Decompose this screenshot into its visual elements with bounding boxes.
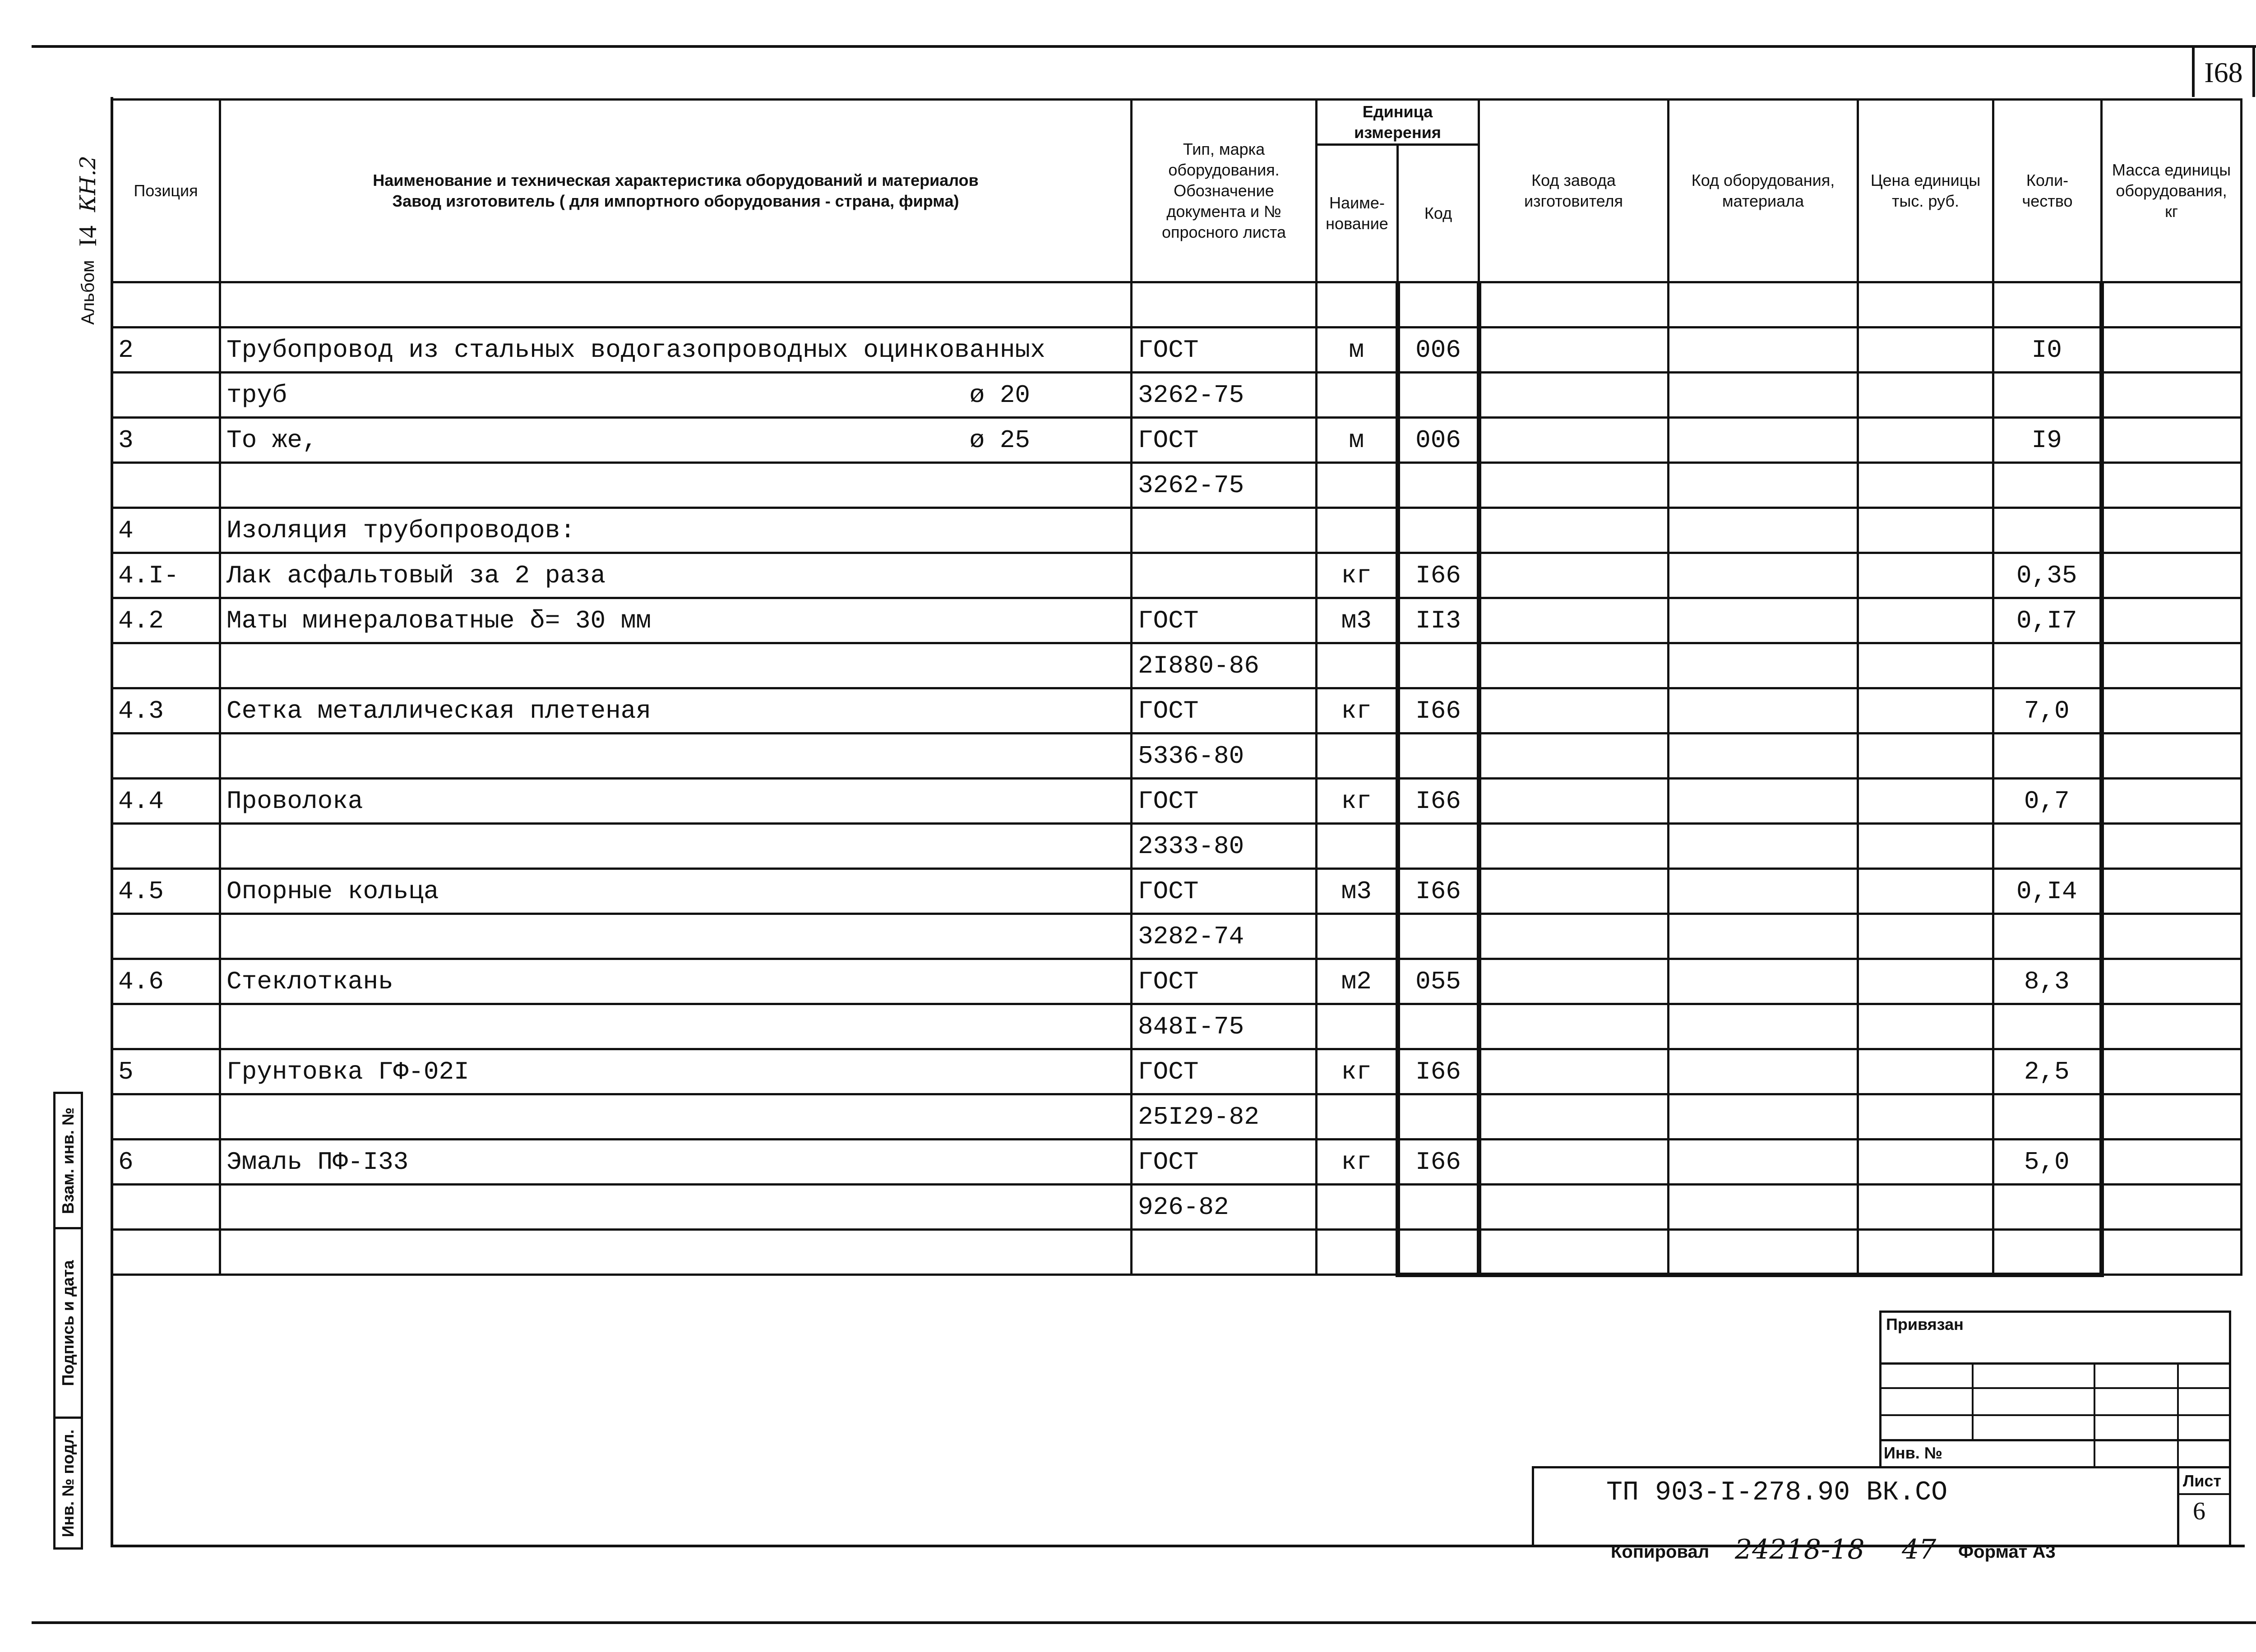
item-name: труб (227, 380, 287, 410)
side-replace-inv: Взам. инв. № (55, 1094, 81, 1229)
cell-unit (1317, 508, 1398, 553)
cell-equipment-code (1669, 1094, 1858, 1140)
cell-equipment-code (1669, 1185, 1858, 1230)
cell-price (1858, 1230, 1993, 1275)
cell-mass (2102, 1004, 2242, 1049)
album-word: Альбом (78, 260, 98, 325)
cell-position (112, 1094, 220, 1140)
cell-name (220, 553, 1132, 598)
cell-quantity: 0,I7 (1993, 598, 2102, 643)
cell-code (1398, 643, 1479, 688)
cell-unit (1317, 373, 1398, 418)
cell-type: ГОСТ (1132, 328, 1317, 373)
cell-unit: м (1317, 418, 1398, 463)
grid-vline-3 (2177, 1362, 2179, 1468)
cell-position (112, 463, 220, 508)
cell-equipment-code (1669, 959, 1858, 1004)
cell-code: I66 (1398, 553, 1479, 598)
cell-name (220, 1049, 1132, 1094)
cell-quantity (1993, 463, 2102, 508)
sheet-cell-divider (2177, 1493, 2231, 1495)
table-row (112, 869, 2242, 914)
cell-unit (1317, 914, 1398, 959)
cell-mass (2102, 734, 2242, 779)
cell-type (1132, 282, 1317, 328)
cell-type: 848I-75 (1132, 1004, 1317, 1049)
cell-quantity: I0 (1993, 328, 2102, 373)
cell-quantity: 0,35 (1993, 553, 2102, 598)
cell-position (112, 1004, 220, 1049)
cell-mass (2102, 688, 2242, 734)
cell-position: 4.5 (112, 869, 220, 914)
cell-type: 3262-75 (1132, 463, 1317, 508)
copy-suffix: 47 (1902, 1534, 1937, 1565)
cell-mass (2102, 824, 2242, 869)
cell-price (1858, 418, 1993, 463)
cell-factory-code (1479, 282, 1669, 328)
cell-type (1132, 553, 1317, 598)
cell-unit (1317, 1004, 1398, 1049)
cell-mass (2102, 328, 2242, 373)
cell-type: ГОСТ (1132, 418, 1317, 463)
album-label (68, 90, 108, 325)
cell-type: 5336-80 (1132, 734, 1317, 779)
cell-factory-code (1479, 914, 1669, 959)
cell-unit: кг (1317, 688, 1398, 734)
cell-name (220, 734, 1132, 779)
table-row (112, 598, 2242, 643)
header-factory-code: Код завода изготовителя (1479, 100, 1669, 282)
cell-factory-code (1479, 824, 1669, 869)
table-row (112, 914, 2242, 959)
grid-vline-1 (1972, 1362, 1974, 1441)
cell-quantity: 5,0 (1993, 1140, 2102, 1185)
cell-price (1858, 282, 1993, 328)
cell-equipment-code (1669, 463, 1858, 508)
cell-price (1858, 688, 1993, 734)
cell-type: ГОСТ (1132, 959, 1317, 1004)
item-name: Маты минераловатные δ= 30 мм (227, 606, 651, 635)
header-unit-code: Код (1398, 145, 1479, 282)
cell-position: 6 (112, 1140, 220, 1185)
cell-quantity (1993, 643, 2102, 688)
table-row (112, 688, 2242, 734)
cell-factory-code (1479, 328, 1669, 373)
cell-mass (2102, 508, 2242, 553)
item-name: Проволока (227, 786, 363, 816)
cell-mass (2102, 1185, 2242, 1230)
header-name-line1: Наименование и техническая характеристика оборудований и материалов (373, 171, 979, 189)
table-row (112, 373, 2242, 418)
cell-position: 4.4 (112, 779, 220, 824)
header-position: Позиция (112, 100, 220, 282)
item-name: То же, (227, 425, 318, 455)
table-row (112, 1185, 2242, 1230)
cell-factory-code (1479, 1230, 1669, 1275)
table-row (112, 328, 2242, 373)
cell-unit (1317, 1230, 1398, 1275)
cell-quantity: I9 (1993, 418, 2102, 463)
cell-code: I66 (1398, 869, 1479, 914)
cell-unit: м (1317, 328, 1398, 373)
copied-label: Копировал (1611, 1542, 1710, 1562)
cell-equipment-code (1669, 824, 1858, 869)
header-mass: Масса единицы оборудования, кг (2102, 100, 2242, 282)
cell-type: 2333-80 (1132, 824, 1317, 869)
cell-mass (2102, 598, 2242, 643)
cell-factory-code (1479, 1049, 1669, 1094)
header-name (220, 100, 1132, 282)
item-name: Сетка металлическая плетеная (227, 696, 651, 725)
cell-type (1132, 1230, 1317, 1275)
cell-unit (1317, 1094, 1398, 1140)
table-row (112, 643, 2242, 688)
cell-name (220, 959, 1132, 1004)
cell-equipment-code (1669, 688, 1858, 734)
side-sign-date: Подпись и дата (55, 1229, 81, 1419)
cell-factory-code (1479, 734, 1669, 779)
cell-price (1858, 598, 1993, 643)
cell-price (1858, 1094, 1993, 1140)
cell-mass (2102, 914, 2242, 959)
cell-name (220, 282, 1132, 328)
cell-factory-code (1479, 598, 1669, 643)
cell-factory-code (1479, 688, 1669, 734)
cell-price (1858, 508, 1993, 553)
cell-position (112, 824, 220, 869)
cell-position (112, 1230, 220, 1275)
cell-name (220, 869, 1132, 914)
cell-mass (2102, 1094, 2242, 1140)
cell-factory-code (1479, 643, 1669, 688)
cell-mass (2102, 282, 2242, 328)
bound-label: Привязан (1886, 1315, 1964, 1334)
item-name: Грунтовка ГФ-02I (227, 1057, 469, 1086)
cell-name (220, 779, 1132, 824)
cell-position (112, 373, 220, 418)
item-name: Лак асфальтовый за 2 раза (227, 561, 606, 590)
diameter-value: ø 20 (969, 380, 1030, 410)
cell-name (220, 598, 1132, 643)
cell-name (220, 508, 1132, 553)
cell-factory-code (1479, 1094, 1669, 1140)
diameter-value: ø 25 (969, 425, 1030, 455)
cell-factory-code (1479, 373, 1669, 418)
cell-price (1858, 1004, 1993, 1049)
cell-factory-code (1479, 508, 1669, 553)
cell-type: 25I29-82 (1132, 1094, 1317, 1140)
table-row (112, 734, 2242, 779)
table-row (112, 824, 2242, 869)
album-handwritten: КН.2 (75, 156, 101, 212)
table-row (112, 1049, 2242, 1094)
cell-equipment-code (1669, 553, 1858, 598)
cell-code (1398, 824, 1479, 869)
cell-factory-code (1479, 869, 1669, 914)
cell-equipment-code (1669, 734, 1858, 779)
table-row (112, 1140, 2242, 1185)
table-row (112, 1004, 2242, 1049)
cell-mass (2102, 779, 2242, 824)
cell-quantity: 7,0 (1993, 688, 2102, 734)
cell-unit: м3 (1317, 598, 1398, 643)
cell-price (1858, 959, 1993, 1004)
cell-equipment-code (1669, 418, 1858, 463)
cell-price (1858, 779, 1993, 824)
header-unit-group: Единица измерения (1317, 100, 1479, 145)
cell-unit (1317, 282, 1398, 328)
sheet-value: 6 (2193, 1497, 2205, 1525)
cell-code: I66 (1398, 688, 1479, 734)
cell-factory-code (1479, 553, 1669, 598)
cell-mass (2102, 959, 2242, 1004)
cell-code (1398, 373, 1479, 418)
cell-type: ГОСТ (1132, 598, 1317, 643)
cell-type: ГОСТ (1132, 1140, 1317, 1185)
cell-name (220, 328, 1132, 373)
cell-code: 006 (1398, 418, 1479, 463)
cell-mass (2102, 643, 2242, 688)
cell-price (1858, 1185, 1993, 1230)
cell-code (1398, 1185, 1479, 1230)
cell-code (1398, 914, 1479, 959)
cell-equipment-code (1669, 779, 1858, 824)
cell-factory-code (1479, 1004, 1669, 1049)
cell-type: 926-82 (1132, 1185, 1317, 1230)
cell-unit (1317, 643, 1398, 688)
cell-factory-code (1479, 959, 1669, 1004)
cell-position: 4.6 (112, 959, 220, 1004)
item-name: Трубопровод из стальных водогазопроводных оцинкованных (227, 335, 1045, 365)
cell-mass (2102, 1230, 2242, 1275)
sheet-number: I68 (2192, 45, 2255, 97)
cell-factory-code (1479, 1140, 1669, 1185)
item-name: Изоляция трубопроводов: (227, 516, 575, 545)
cell-unit: кг (1317, 1049, 1398, 1094)
cell-price (1858, 328, 1993, 373)
cell-type: 2I880-86 (1132, 643, 1317, 688)
cell-price (1858, 373, 1993, 418)
cell-factory-code (1479, 463, 1669, 508)
specification-table (111, 98, 2242, 1277)
cell-name (220, 1094, 1132, 1140)
cell-price (1858, 1140, 1993, 1185)
header-quantity: Коли- чество (1993, 100, 2102, 282)
cell-unit: кг (1317, 1140, 1398, 1185)
cell-name (220, 824, 1132, 869)
inv-label: Инв. № (1884, 1444, 1942, 1462)
cell-name (220, 1230, 1132, 1275)
cell-quantity (1993, 373, 2102, 418)
cell-factory-code (1479, 418, 1669, 463)
cell-code (1398, 463, 1479, 508)
cell-equipment-code (1669, 869, 1858, 914)
cell-type: ГОСТ (1132, 688, 1317, 734)
cell-code (1398, 282, 1479, 328)
side-stamp (53, 1092, 83, 1550)
table-row (112, 779, 2242, 824)
cell-quantity (1993, 1230, 2102, 1275)
cell-quantity (1993, 1185, 2102, 1230)
grid-vline-2 (2094, 1362, 2095, 1468)
cell-position: 5 (112, 1049, 220, 1094)
item-name: Эмаль ПФ-I33 (227, 1147, 409, 1177)
side-orig-inv: Инв. № подл. (59, 1429, 77, 1537)
table-row (112, 553, 2242, 598)
cell-quantity (1993, 1094, 2102, 1140)
copy-number: 24218-18 (1735, 1534, 1865, 1565)
cell-equipment-code (1669, 1004, 1858, 1049)
cell-type: 3282-74 (1132, 914, 1317, 959)
table-row (112, 463, 2242, 508)
cell-code (1398, 1094, 1479, 1140)
cell-equipment-code (1669, 508, 1858, 553)
header-name-line2: Завод изготовитель ( для импортного оборудования - страна, фирма) (392, 192, 959, 210)
header-price: Цена единицы тыс. руб. (1858, 100, 1993, 282)
cell-position: 4 (112, 508, 220, 553)
table-row (112, 1094, 2242, 1140)
cell-quantity: 0,I4 (1993, 869, 2102, 914)
cell-equipment-code (1669, 914, 1858, 959)
cell-equipment-code (1669, 1140, 1858, 1185)
cell-unit: кг (1317, 779, 1398, 824)
cell-mass (2102, 1049, 2242, 1094)
cell-type (1132, 508, 1317, 553)
cell-code: I66 (1398, 779, 1479, 824)
cell-price (1858, 869, 1993, 914)
cell-quantity: 2,5 (1993, 1049, 2102, 1094)
cell-position: 4.3 (112, 688, 220, 734)
cell-unit (1317, 824, 1398, 869)
cell-equipment-code (1669, 282, 1858, 328)
cell-quantity (1993, 824, 2102, 869)
cell-unit (1317, 1185, 1398, 1230)
cell-mass (2102, 869, 2242, 914)
table-row (112, 418, 2242, 463)
table-row (112, 959, 2242, 1004)
table-row (112, 1230, 2242, 1275)
cell-position (112, 643, 220, 688)
header-type-mark: Тип, марка оборудования. Обозначение документа и № опросного листа (1132, 100, 1317, 282)
header-unit-name: Наиме- нование (1317, 145, 1398, 282)
cell-equipment-code (1669, 373, 1858, 418)
cell-position (112, 1185, 220, 1230)
cell-equipment-code (1669, 1049, 1858, 1094)
cell-mass (2102, 463, 2242, 508)
cell-type: ГОСТ (1132, 869, 1317, 914)
cell-position: 2 (112, 328, 220, 373)
cell-name (220, 418, 1132, 463)
cell-equipment-code (1669, 1230, 1858, 1275)
format-label: Формат А3 (1958, 1542, 2056, 1562)
cell-name (220, 688, 1132, 734)
cell-mass (2102, 373, 2242, 418)
album-number: I4 (74, 225, 102, 247)
cell-name (220, 1004, 1132, 1049)
cell-unit: м2 (1317, 959, 1398, 1004)
cell-equipment-code (1669, 328, 1858, 373)
cell-name (220, 1185, 1132, 1230)
cell-quantity (1993, 734, 2102, 779)
cell-position (112, 282, 220, 328)
cell-price (1858, 734, 1993, 779)
cell-unit: кг (1317, 553, 1398, 598)
cell-unit (1317, 734, 1398, 779)
cell-name (220, 463, 1132, 508)
cell-position: 4.I- (112, 553, 220, 598)
cell-position (112, 914, 220, 959)
cell-name (220, 643, 1132, 688)
cell-name (220, 1140, 1132, 1185)
cell-code: I66 (1398, 1140, 1479, 1185)
cell-code: 055 (1398, 959, 1479, 1004)
header-equipment-code: Код оборудования, материала (1669, 100, 1858, 282)
cell-code (1398, 734, 1479, 779)
cell-quantity (1993, 914, 2102, 959)
table-row (112, 508, 2242, 553)
item-name: Стеклоткань (227, 967, 393, 996)
item-name: Опорные кольца (227, 877, 439, 906)
cell-type: ГОСТ (1132, 1049, 1317, 1094)
cell-quantity: 8,3 (1993, 959, 2102, 1004)
cell-position (112, 734, 220, 779)
cell-factory-code (1479, 779, 1669, 824)
cell-price (1858, 914, 1993, 959)
cell-quantity (1993, 282, 2102, 328)
cell-equipment-code (1669, 643, 1858, 688)
cell-position: 3 (112, 418, 220, 463)
cell-name (220, 373, 1132, 418)
cell-code (1398, 1230, 1479, 1275)
cell-factory-code (1479, 1185, 1669, 1230)
cell-quantity (1993, 1004, 2102, 1049)
cell-unit: м3 (1317, 869, 1398, 914)
sheet-label: Лист (2183, 1472, 2222, 1490)
cell-type: 3262-75 (1132, 373, 1317, 418)
cell-unit (1317, 463, 1398, 508)
cell-equipment-code (1669, 598, 1858, 643)
cell-mass (2102, 418, 2242, 463)
table-row (112, 282, 2242, 328)
cell-quantity: 0,7 (1993, 779, 2102, 824)
cell-type: ГОСТ (1132, 779, 1317, 824)
cell-quantity (1993, 508, 2102, 553)
cell-code: I66 (1398, 1049, 1479, 1094)
cell-code (1398, 508, 1479, 553)
cell-position: 4.2 (112, 598, 220, 643)
document-designation: ТП 903-I-278.90 ВК.СО (1606, 1477, 1948, 1508)
cell-price (1858, 463, 1993, 508)
cell-code: II3 (1398, 598, 1479, 643)
cell-mass (2102, 553, 2242, 598)
cell-code (1398, 1004, 1479, 1049)
cell-price (1858, 1049, 1993, 1094)
cell-price (1858, 643, 1993, 688)
cell-name (220, 914, 1132, 959)
cell-code: 006 (1398, 328, 1479, 373)
cell-price (1858, 824, 1993, 869)
cell-price (1858, 553, 1993, 598)
cell-mass (2102, 1140, 2242, 1185)
